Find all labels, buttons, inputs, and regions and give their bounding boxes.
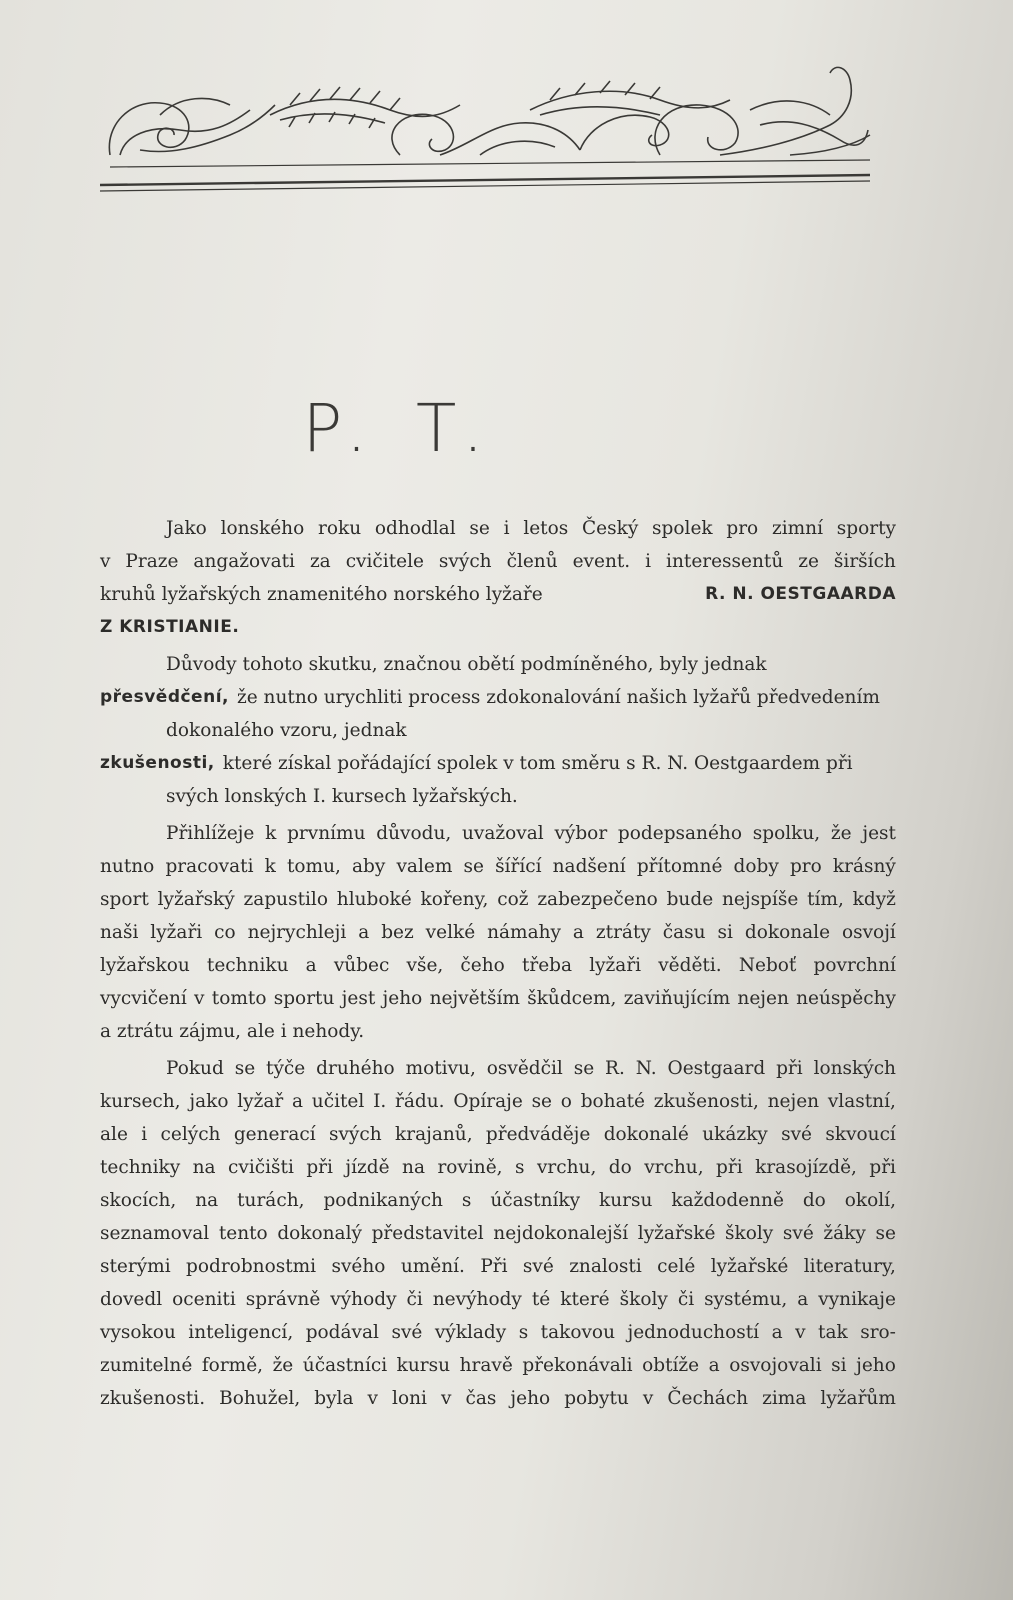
word: a [797, 1289, 809, 1310]
word: předváděje [485, 1124, 591, 1145]
word: lyžaři [150, 922, 203, 943]
text-line [100, 1283, 896, 1316]
decorative-header-ornament [100, 55, 890, 205]
word: a [305, 955, 317, 976]
word: v [795, 1322, 806, 1343]
text-line [100, 883, 896, 916]
word: skocích, [100, 1190, 177, 1211]
word: výbor [554, 823, 608, 844]
word: námahy [487, 922, 561, 943]
word: Čechách [667, 1388, 749, 1409]
word: naši [100, 922, 139, 943]
word: bohaté [580, 1091, 645, 1112]
word: i [503, 518, 510, 539]
word: zumitelné [100, 1355, 193, 1376]
word: okolí, [844, 1190, 896, 1211]
word: sporty [836, 518, 896, 539]
word: umění. [400, 1256, 465, 1277]
text-line [100, 817, 896, 850]
ornament-scroll-center [392, 114, 669, 155]
word: hluboké [336, 889, 412, 910]
word: vrchu, [644, 1157, 704, 1178]
text-line [100, 578, 896, 611]
word: výklady [434, 1322, 507, 1343]
word: krásný [832, 856, 896, 877]
word: třeba [521, 955, 573, 976]
word: Praze [125, 551, 179, 572]
word: motivu, [405, 1058, 476, 1079]
word: lyžařský [157, 889, 235, 910]
word: se [875, 1223, 896, 1244]
word: tento [218, 1223, 268, 1244]
word: nejrychleji [247, 922, 347, 943]
word: na [192, 1157, 216, 1178]
word: ukázky [702, 1124, 768, 1145]
word: zabezpečeno [537, 889, 658, 910]
word: čeho [460, 955, 505, 976]
word: k [264, 856, 276, 877]
word: odhodlal [374, 518, 456, 539]
word: čas [465, 1388, 497, 1409]
ornament-wreath-right [530, 81, 730, 115]
word: techniky [100, 1157, 181, 1178]
word: vysokou [100, 1322, 176, 1343]
word: dokonalý [277, 1223, 362, 1244]
word: cvičitele [345, 551, 424, 572]
word: bez [381, 922, 414, 943]
word: dokonalé [603, 1124, 689, 1145]
word: které [560, 1289, 610, 1310]
word: jeho [510, 1388, 551, 1409]
word: valem [396, 856, 453, 877]
text-line [100, 949, 896, 982]
word: sro- [860, 1322, 896, 1343]
word: zaviňujícím [623, 988, 731, 1009]
word: jeho [856, 1355, 896, 1376]
word: literatury, [803, 1256, 896, 1277]
word: systému, [704, 1289, 788, 1310]
word: zima [762, 1388, 807, 1409]
word: si [717, 922, 733, 943]
word: spolku, [752, 823, 821, 844]
word: ztráty [595, 922, 651, 943]
word: krajanů, [395, 1124, 473, 1145]
word: I. [373, 1091, 387, 1112]
word: žáky [823, 1223, 866, 1244]
word: školy [725, 1223, 774, 1244]
word: za [309, 551, 331, 572]
word: Oestgaard [667, 1058, 766, 1079]
word: lyžařům [820, 1388, 896, 1409]
word: překonávali [522, 1355, 633, 1376]
ornament-rule-middle [100, 175, 870, 185]
word: v [642, 1388, 654, 1409]
word: lonských [813, 1058, 896, 1079]
word: inteligencí, [188, 1322, 294, 1343]
word: jest [341, 988, 376, 1009]
text-line [100, 1316, 896, 1349]
word: lyžař [237, 1091, 284, 1112]
word: skvoucí [825, 1124, 896, 1145]
word: celých [160, 1124, 221, 1145]
word: nejspíše [721, 889, 799, 910]
word: osvědčil [486, 1058, 563, 1079]
word: osvojovali [729, 1355, 822, 1376]
word: se [463, 856, 484, 877]
word: dovedl [100, 1289, 163, 1310]
word: letos [523, 518, 569, 539]
word: Neboť [738, 955, 797, 976]
text-line [100, 1118, 896, 1151]
word: tak [818, 1322, 848, 1343]
emphasized-word: přesvědčení, [100, 687, 229, 707]
word: Pokud [166, 1058, 224, 1079]
text-line [100, 1052, 896, 1085]
word: řádu. [395, 1091, 445, 1112]
word: povrchní [813, 955, 896, 976]
word: kursu [599, 1190, 653, 1211]
text-line [100, 982, 896, 1015]
word: při [776, 1058, 803, 1079]
word: znalosti [569, 1256, 642, 1277]
word: sportu [273, 988, 335, 1009]
word: a [292, 1091, 304, 1112]
word: event. [572, 551, 631, 572]
word: obtíže [642, 1355, 700, 1376]
word: což [497, 889, 529, 910]
word: k [265, 823, 277, 844]
word: největším [429, 988, 520, 1009]
text-line-part: že nutno urychliti process zdokonalování našich lyžařů předvedením [236, 687, 880, 708]
body-text [100, 512, 896, 1415]
word: podrobnostmi [186, 1256, 317, 1277]
word: Český [582, 518, 639, 539]
text-line: Důvody tohoto skutku, značnou obětí podmíněného, byly jednak [166, 654, 767, 675]
word: kursech, [100, 1091, 181, 1112]
ornament-rule-top [110, 160, 870, 167]
word: času [662, 922, 706, 943]
word: a [708, 1355, 720, 1376]
word: zkušenosti, [653, 1091, 759, 1112]
word: osvojí [841, 922, 896, 943]
text-line [100, 1184, 896, 1217]
word: co [214, 922, 236, 943]
word: se [573, 1058, 595, 1079]
word: své [781, 1124, 813, 1145]
word: ale [100, 1124, 128, 1145]
word: lonského [220, 518, 305, 539]
word: širších [833, 551, 896, 572]
text-line [100, 1250, 896, 1283]
word: lyžařské [637, 1223, 716, 1244]
word: šířící [495, 856, 542, 877]
word: uvažoval [462, 823, 544, 844]
word: a [358, 922, 370, 943]
word: s [461, 1190, 472, 1211]
word: když [852, 889, 896, 910]
word: doby [733, 856, 779, 877]
word: kořeny, [420, 889, 489, 910]
word: vynikaje [818, 1289, 896, 1310]
emphasized-place: Z KRISTIANIE. [100, 617, 240, 637]
word: Přihlížeje [166, 823, 255, 844]
word: na [402, 1157, 425, 1178]
word: zimní [771, 518, 824, 539]
word: interessentů [666, 551, 784, 572]
word: lyžařskou [100, 955, 190, 976]
word: prvnímu [287, 823, 366, 844]
word: spolek [652, 518, 713, 539]
word: věděti. [658, 955, 722, 976]
word: bude [666, 889, 714, 910]
text-line [100, 1085, 896, 1118]
word: a [572, 922, 584, 943]
text-line [100, 681, 896, 714]
page-title: P. T. [302, 390, 498, 467]
text-line [100, 747, 896, 780]
word: do [608, 1157, 632, 1178]
word: takovou [540, 1322, 615, 1343]
word: tomu, [286, 856, 341, 877]
word: nejen [737, 988, 789, 1009]
word: představitel [371, 1223, 484, 1244]
word: přítomné [636, 856, 723, 877]
text-line [100, 1217, 896, 1250]
word: tím, [807, 889, 844, 910]
word: byla [314, 1388, 354, 1409]
word: správně [245, 1289, 321, 1310]
word: techniku [206, 955, 289, 976]
ornament-scroll-left [109, 98, 275, 155]
ornament-wreath-left [270, 87, 460, 128]
word: i [141, 1124, 148, 1145]
text-line [100, 512, 896, 545]
word: Jako [166, 518, 207, 539]
word: angažovati [193, 551, 295, 572]
word: vlastní, [827, 1091, 896, 1112]
text-line [100, 545, 896, 578]
word: s [515, 1157, 525, 1178]
emphasized-name: R. N. OESTGAARDA [705, 584, 896, 604]
word: v [194, 988, 205, 1009]
word: zkušenosti. [100, 1388, 206, 1409]
text-line: a ztrátu zájmu, ale i nehody. [100, 1021, 365, 1042]
word: při [716, 1157, 743, 1178]
word: nejen [767, 1091, 820, 1112]
word: nutno [100, 856, 155, 877]
word: pro [726, 518, 759, 539]
text-line-part: kruhů lyžařských znamenitého norského lyžaře [100, 584, 543, 605]
word: seznamoval [100, 1223, 210, 1244]
word: každodenně [671, 1190, 784, 1211]
word: výhody [330, 1289, 397, 1310]
word: kursu [396, 1355, 451, 1376]
word: učitel [311, 1091, 365, 1112]
word: se [531, 1091, 553, 1112]
text-line [100, 916, 896, 949]
word: svých [438, 551, 492, 572]
word: Opíraje [453, 1091, 523, 1112]
word: lyžaři [589, 955, 642, 976]
word: jeho [382, 988, 423, 1009]
text-line-part: které získal pořádající spolek v tom směru s R. N. Oestgaardem při [222, 753, 853, 774]
word: podnikaných [323, 1190, 443, 1211]
word: své [522, 1256, 554, 1277]
word: či [677, 1289, 695, 1310]
word: i [645, 551, 652, 572]
word: že [272, 1355, 294, 1376]
word: celé [657, 1256, 696, 1277]
word: škůdcem, [527, 988, 617, 1009]
word: turách, [237, 1190, 305, 1211]
word: svých [328, 1124, 382, 1145]
word: při [306, 1157, 333, 1178]
word: aby [352, 856, 386, 877]
word: v [367, 1388, 378, 1409]
word: pro [789, 856, 822, 877]
word: vycvičení [100, 988, 187, 1009]
word: generací [233, 1124, 316, 1145]
text-line [100, 1349, 896, 1382]
word: neúspěchy [796, 988, 896, 1009]
word: své [391, 1322, 423, 1343]
word: vrchu, [536, 1157, 597, 1178]
text-line [100, 1151, 896, 1184]
word: loni [392, 1388, 427, 1409]
word: vše, [406, 955, 444, 976]
word: se [469, 518, 490, 539]
word: při [869, 1157, 896, 1178]
word: do [802, 1190, 826, 1211]
word: jest [862, 823, 896, 844]
word: Bohužel, [219, 1388, 301, 1409]
word: svého [331, 1256, 386, 1277]
word: rovině, [437, 1157, 503, 1178]
word: školy [619, 1289, 668, 1310]
word: nejdokonalejší [493, 1223, 629, 1244]
text-line [100, 850, 896, 883]
word: účastníci [302, 1355, 388, 1376]
word: sterými [100, 1256, 171, 1277]
word: v [440, 1388, 452, 1409]
text-line: dokonalého vzoru, jednak [166, 720, 407, 741]
word: roku [318, 518, 362, 539]
word: své [782, 1223, 814, 1244]
ornament-scroll-right [655, 67, 870, 155]
word: pracovati [165, 856, 254, 877]
word: jednoduchostí [627, 1322, 760, 1343]
word: druhého [316, 1058, 395, 1079]
word: oceniti [172, 1289, 236, 1310]
word: týče [266, 1058, 306, 1079]
word: lyžařské [710, 1256, 789, 1277]
word: podával [305, 1322, 379, 1343]
word: pobytu [564, 1388, 629, 1409]
word: a [771, 1322, 783, 1343]
emphasized-word: zkušenosti, [100, 753, 215, 773]
word: v [100, 551, 111, 572]
word: že [830, 823, 852, 844]
word: dokonale [744, 922, 831, 943]
word: velké [425, 922, 476, 943]
word: tomto [211, 988, 267, 1009]
word: jízdě [345, 1157, 390, 1178]
text-line [100, 611, 896, 644]
word: členů [506, 551, 558, 572]
word: nadšení [552, 856, 626, 877]
word: si [831, 1355, 847, 1376]
word: Při [480, 1256, 508, 1277]
word: zapustilo [243, 889, 328, 910]
word: na [195, 1190, 219, 1211]
word: formě, [201, 1355, 264, 1376]
word: N. [635, 1058, 657, 1079]
word: R. [605, 1058, 625, 1079]
word: ze [798, 551, 819, 572]
word: sport [100, 889, 149, 910]
text-line: svých lonských I. kursech lyžařských. [166, 786, 518, 807]
word: krasojízdě, [755, 1157, 857, 1178]
word: či [406, 1289, 423, 1310]
word: důvodu, [376, 823, 452, 844]
word: cvičišti [228, 1157, 294, 1178]
text-line [100, 1382, 896, 1415]
word: nevýhody [432, 1289, 522, 1310]
word: účastníky [490, 1190, 581, 1211]
word: podepsaného [617, 823, 742, 844]
word: se [234, 1058, 256, 1079]
word: o [560, 1091, 572, 1112]
word: vůbec [333, 955, 390, 976]
word: s [518, 1322, 529, 1343]
word: jako [189, 1091, 229, 1112]
word: té [531, 1289, 551, 1310]
word: hravě [459, 1355, 513, 1376]
